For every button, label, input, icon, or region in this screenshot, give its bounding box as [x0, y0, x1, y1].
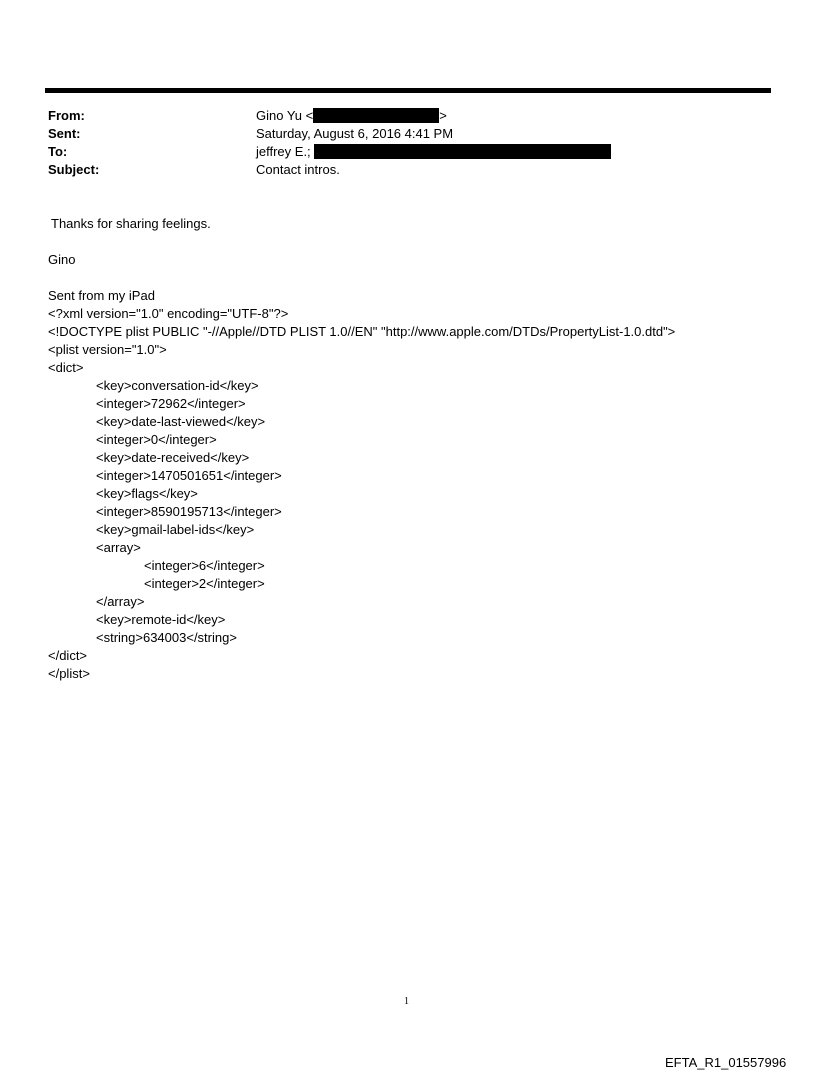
- from-open-bracket: <: [305, 108, 314, 123]
- plist-line: <array>: [96, 540, 141, 555]
- to-recipient: jeffrey E.;: [256, 144, 311, 159]
- plist-line: <integer>2</integer>: [144, 576, 265, 591]
- from-value: [256, 107, 447, 125]
- plist-line: <plist version="1.0">: [48, 342, 167, 357]
- plist-line: <string>634003</string>: [96, 630, 237, 645]
- plist-line: <?xml version="1.0" encoding="UTF-8"?>: [48, 306, 289, 321]
- plist-line: </dict>: [48, 648, 88, 663]
- to-label: To:: [48, 144, 68, 159]
- from-name: Gino Yu: [256, 108, 303, 123]
- page-number: 1: [404, 996, 409, 1007]
- plist-line: </plist>: [48, 666, 90, 681]
- plist-line: <integer>6</integer>: [144, 558, 265, 573]
- signature-text: Gino: [48, 252, 76, 267]
- plist-line: <key>conversation-id</key>: [96, 378, 259, 393]
- plist-line: <key>remote-id</key>: [96, 612, 226, 627]
- plist-line: <!DOCTYPE plist PUBLIC "-//Apple//DTD PLIST 1.0//EN" "http://www.apple.com/DTDs/PropertyList-1.0.dtd">: [48, 324, 676, 339]
- to-value: [256, 143, 611, 161]
- greeting-text: Thanks for sharing feelings.: [51, 216, 211, 231]
- redaction-block: [314, 144, 611, 159]
- from-label: From:: [48, 108, 85, 123]
- sent-from-text: Sent from my iPad: [48, 288, 155, 303]
- header-rule: [45, 88, 771, 93]
- plist-line: <key>date-received</key>: [96, 450, 250, 465]
- plist-line: <integer>8590195713</integer>: [96, 504, 282, 519]
- subject-label: Subject:: [48, 162, 100, 177]
- plist-line: <key>date-last-viewed</key>: [96, 414, 266, 429]
- subject-value: Contact intros.: [256, 162, 340, 177]
- plist-line: <integer>72962</integer>: [96, 396, 246, 411]
- plist-line: <dict>: [48, 360, 84, 375]
- plist-line: <key>gmail-label-ids</key>: [96, 522, 255, 537]
- redaction-block: [313, 108, 439, 123]
- document-id: EFTA_R1_01557996: [665, 1055, 787, 1070]
- sent-label: Sent:: [48, 126, 81, 141]
- plist-line: <integer>0</integer>: [96, 432, 217, 447]
- sent-value: Saturday, August 6, 2016 4:41 PM: [256, 126, 454, 141]
- from-close-bracket: >: [439, 108, 447, 123]
- plist-line: </array>: [96, 594, 145, 609]
- plist-line: <integer>1470501651</integer>: [96, 468, 282, 483]
- plist-line: <key>flags</key>: [96, 486, 198, 501]
